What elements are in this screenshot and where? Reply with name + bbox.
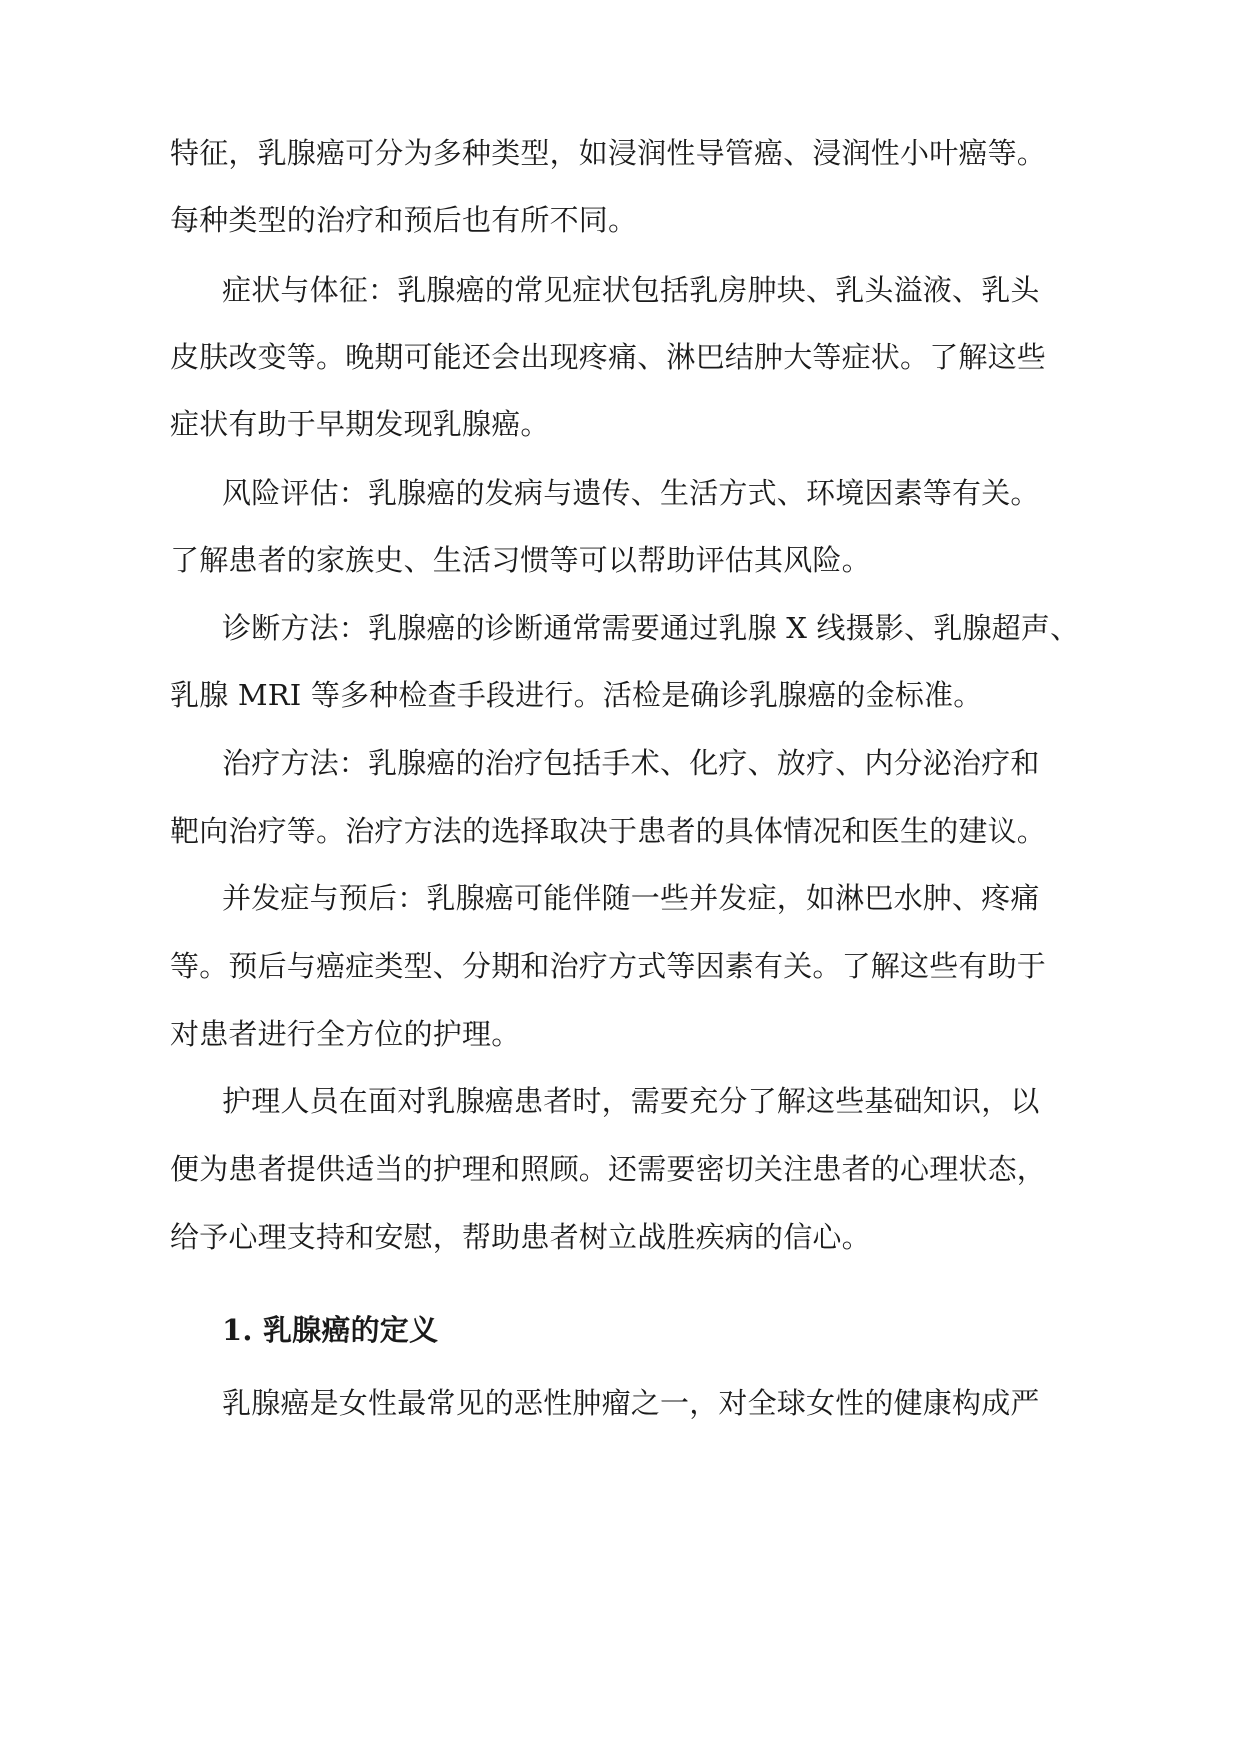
- text-line: 症状与体征：乳腺癌的常见症状包括乳房肿块、乳头溢液、乳头: [222, 273, 1040, 307]
- text-line: 诊断方法：乳腺癌的诊断通常需要通过乳腺 X 线摄影、乳腺超声、: [222, 611, 1080, 645]
- text-line: 给予心理支持和安慰，帮助患者树立战胜疾病的信心。: [170, 1220, 871, 1254]
- text-line: 了解患者的家族史、生活习惯等可以帮助评估其风险。: [170, 543, 871, 577]
- text-line: 治疗方法：乳腺癌的治疗包括手术、化疗、放疗、内分泌治疗和: [222, 746, 1040, 780]
- text-line: 症状有助于早期发现乳腺癌。: [170, 407, 550, 441]
- text-line: 风险评估：乳腺癌的发病与遗传、生活方式、环境因素等有关。: [222, 476, 1040, 510]
- text-line: 并发症与预后：乳腺癌可能伴随一些并发症，如淋巴水肿、疼痛: [222, 881, 1040, 915]
- text-line: 便为患者提供适当的护理和照顾。还需要密切关注患者的心理状态，: [170, 1152, 1047, 1186]
- text-line: 靶向治疗等。治疗方法的选择取决于患者的具体情况和医生的建议。: [170, 814, 1047, 848]
- text-line: 皮肤改变等。晚期可能还会出现疼痛、淋巴结肿大等症状。了解这些: [170, 340, 1047, 374]
- text-line: 护理人员在面对乳腺癌患者时，需要充分了解这些基础知识，以: [222, 1084, 1040, 1118]
- text-line: 等。预后与癌症类型、分期和治疗方式等因素有关。了解这些有助于: [170, 949, 1047, 983]
- text-line: 每种类型的治疗和预后也有所不同。: [170, 203, 638, 237]
- text-line: 特征，乳腺癌可分为多种类型，如浸润性导管癌、浸润性小叶癌等。: [170, 136, 1047, 170]
- text-line: 乳腺 MRI 等多种检查手段进行。活检是确诊乳腺癌的金标准。: [170, 678, 983, 712]
- section-heading: 1. 乳腺癌的定义: [222, 1313, 439, 1347]
- text-line: 乳腺癌是女性最常见的恶性肿瘤之一，对全球女性的健康构成严: [222, 1386, 1040, 1420]
- text-line: 对患者进行全方位的护理。: [170, 1017, 521, 1051]
